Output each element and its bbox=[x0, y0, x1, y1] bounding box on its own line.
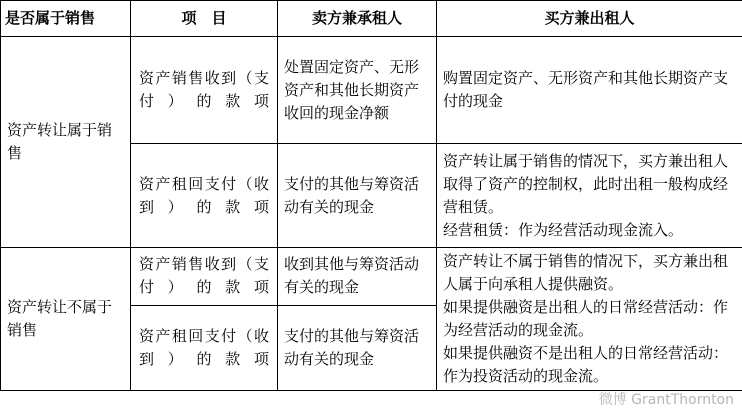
seller-cell: 支付的其他与筹资活动有关的现金 bbox=[278, 144, 437, 248]
buyer-text: 如果提供融资不是出租人的日常经营活动：作为投资活动的现金流。 bbox=[443, 344, 729, 385]
header-item: 项 目 bbox=[131, 1, 278, 37]
header-row bbox=[1, 1, 742, 37]
buyer-text: 资产转让属于销售的情况下，买方兼出租人取得了资产的控制权，此时出租一般构成经营租赁。 bbox=[443, 151, 729, 216]
table-row bbox=[1, 37, 742, 144]
header-is-sale: 是否属于销售 bbox=[1, 1, 131, 37]
watermark: 微博 GrantThornton bbox=[598, 392, 734, 408]
table-row bbox=[1, 248, 742, 306]
item-cell: 资产租回支付（收到）的款项 bbox=[131, 144, 278, 248]
buyer-cell bbox=[437, 37, 742, 144]
item-cell: 资产租回支付（收到）的款项 bbox=[131, 305, 278, 390]
buyer-text: 购置固定资产、无形资产和其他长期资产支付的现金 bbox=[443, 69, 729, 110]
buyer-cell bbox=[437, 144, 742, 248]
seller-cell: 支付的其他与筹资活动有关的现金 bbox=[278, 305, 437, 390]
header-buyer-lessor: 买方兼出租人 bbox=[437, 1, 742, 37]
item-cell: 资产销售收到（支付）的款项 bbox=[131, 37, 278, 144]
buyer-text: 资产转让不属于销售的情况下，买方兼出租人属于向承租人提供融资。 bbox=[443, 252, 729, 293]
group-label-sale: 资产转让属于销售 bbox=[1, 37, 131, 248]
header-seller-lessee: 卖方兼承租人 bbox=[278, 1, 437, 37]
group-label-not-sale: 资产转让不属于销售 bbox=[1, 248, 131, 391]
buyer-cell bbox=[437, 248, 742, 391]
buyer-text: 经营租赁：作为经营活动现金流入。 bbox=[443, 220, 684, 239]
seller-cell: 处置固定资产、无形资产和其他长期资产收回的现金净额 bbox=[278, 37, 437, 144]
item-cell: 资产销售收到（支付）的款项 bbox=[131, 248, 278, 306]
buyer-text: 如果提供融资是出租人的日常经营活动：作为经营活动的现金流。 bbox=[443, 298, 729, 339]
seller-cell: 收到其他与筹资活动有关的现金 bbox=[278, 248, 437, 306]
